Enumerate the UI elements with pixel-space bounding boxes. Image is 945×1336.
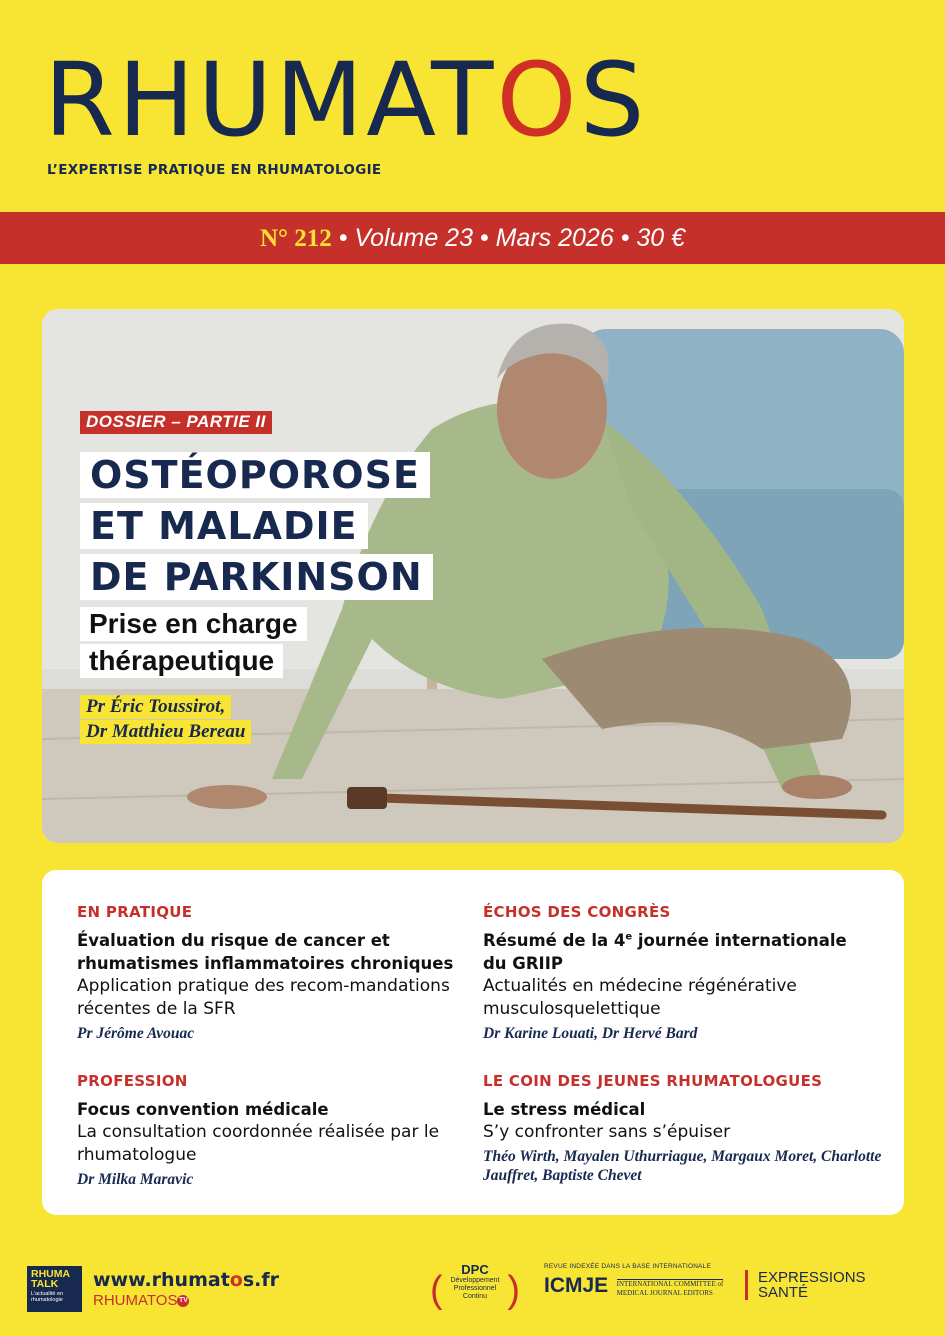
- icmje-logo: [544, 1263, 724, 1298]
- section-subtitle: Actualités en médecine régénérative musculosquelettique: [483, 976, 797, 1019]
- expressions-sante-logo: [745, 1270, 866, 1300]
- cover-title-line-3: DE PARKINSON: [80, 554, 433, 600]
- rhumatalk-line-1: RHUMA: [31, 1268, 71, 1280]
- title-part: journée internationale du GRIIP: [483, 931, 847, 973]
- section-subtitle: La consultation coordonnée réalisée par le rhumatologue: [77, 1122, 440, 1165]
- cover-title-line-1: OSTÉOPOROSE: [80, 452, 430, 498]
- issue-number: N° 212: [259, 225, 332, 252]
- section-jeunes-rhumatologues[interactable]: [483, 1072, 883, 1185]
- section-title: Le stress médical: [483, 1100, 646, 1119]
- logo-text-end: S: [579, 41, 648, 160]
- tv-badge-icon: TV: [177, 1295, 189, 1307]
- icmje-name-line-1: INTERNATIONAL COMMITTEE of: [616, 1280, 724, 1288]
- footer: [0, 1255, 945, 1325]
- icmje-full-name: [617, 1279, 724, 1298]
- cover-title-line-2: ET MALADIE: [80, 503, 368, 549]
- logo-o-accent: O: [496, 41, 580, 160]
- dpc-line-2: Professionnel: [453, 1285, 497, 1292]
- title-superscript: e: [625, 931, 633, 943]
- section-subtitle: S’y confronter sans s’épuiser: [483, 1122, 731, 1142]
- dossier-tag: DOSSIER – PARTIE II: [80, 411, 272, 434]
- section-category: EN PRATIQUE: [77, 903, 193, 921]
- section-subtitle: Application pratique des recom-mandations récentes de la SFR: [77, 976, 450, 1019]
- paren-left-icon: (: [430, 1269, 443, 1311]
- section-title: [483, 929, 873, 975]
- website-link[interactable]: [93, 1269, 279, 1291]
- cover-subtitle-line-2: thérapeutique: [80, 644, 283, 678]
- contents-card: [42, 870, 904, 1215]
- dpc-line-1: Développement: [450, 1277, 500, 1284]
- tagline: L’EXPERTISE PRATIQUE EN RHUMATOLOGIE: [47, 162, 382, 178]
- section-category: PROFESSION: [77, 1072, 188, 1090]
- title-part: Résumé de la 4: [483, 931, 626, 950]
- icmje-caption: REVUE INDEXÉE DANS LA BASE INTERNATIONALE: [544, 1263, 712, 1270]
- url-part: s.fr: [242, 1269, 280, 1291]
- icmje-name-line-2: MEDICAL JOURNAL EDITORS: [616, 1289, 713, 1297]
- cover-author-line-2: Dr Matthieu Bereau: [80, 720, 251, 744]
- issue-details: • Volume 23 • Mars 2026 • 30 €: [331, 224, 686, 252]
- section-authors: Théo Wirth, Mayalen Uthurriague, Margaux Moret, Charlotte Jauffret, Baptiste Chevet: [483, 1148, 882, 1184]
- section-echos-congres[interactable]: [483, 903, 873, 1043]
- dpc-title: DPC: [461, 1262, 489, 1277]
- cover-author-line-1: Pr Éric Toussirot,: [80, 695, 231, 719]
- section-category: LE COIN DES JEUNES RHUMATOLOGUES: [483, 1072, 823, 1090]
- section-title: Évaluation du risque de cancer et rhumatismes inflammatoires chroniques: [77, 931, 454, 973]
- section-authors: Pr Jérôme Avouac: [77, 1025, 195, 1042]
- rhumatos-tv-logo: [93, 1292, 189, 1309]
- cover-subtitle-line-1: Prise en charge: [80, 607, 307, 641]
- section-profession[interactable]: [77, 1072, 467, 1189]
- section-authors: Dr Milka Maravic: [77, 1171, 194, 1188]
- dpc-line-3: Continu: [462, 1293, 488, 1300]
- issue-info: [0, 224, 945, 253]
- rhumatalk-logo: [27, 1266, 82, 1312]
- expressions-line-2: SANTÉ: [758, 1284, 809, 1301]
- magazine-logo: [44, 41, 648, 160]
- rhumatalk-caption: L’actualité en rhumatologie: [31, 1291, 64, 1303]
- icmje-acronym: ICMJE: [544, 1274, 609, 1297]
- rhumatalk-line-2: TALK: [31, 1278, 59, 1290]
- rhumatos-tv-text: RHUMATOS: [93, 1292, 178, 1309]
- section-category: ÉCHOS DES CONGRÈS: [483, 903, 671, 921]
- section-en-pratique[interactable]: [77, 903, 467, 1043]
- section-authors: Dr Karine Louati, Dr Hervé Bard: [483, 1025, 698, 1042]
- section-title: Focus convention médicale: [77, 1100, 329, 1119]
- logo-text: RHUMAT: [44, 41, 497, 160]
- url-part: www.rhumat: [93, 1269, 230, 1291]
- expressions-line-1: EXPRESSIONS: [758, 1269, 866, 1286]
- dpc-logo: [430, 1262, 520, 1320]
- url-o-accent: o: [229, 1269, 243, 1291]
- paren-right-icon: ): [507, 1269, 520, 1311]
